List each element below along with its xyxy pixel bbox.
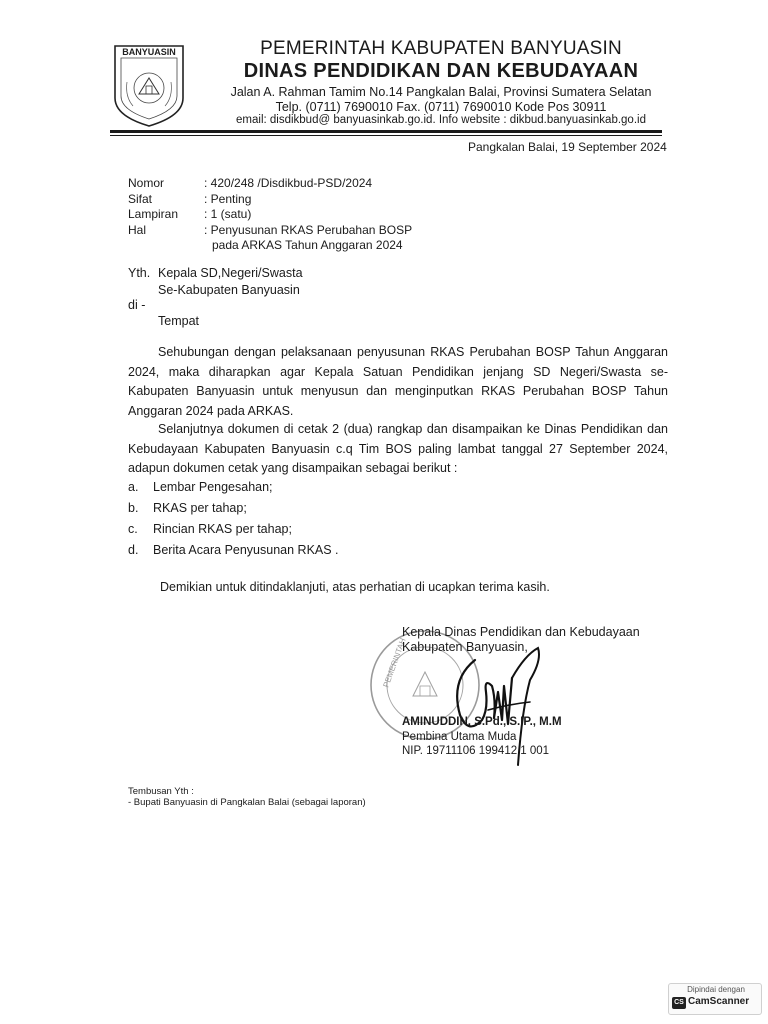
meta-label: Lampiran xyxy=(128,207,179,221)
meta-value: : 1 (satu) xyxy=(204,207,252,221)
meta-label: Nomor xyxy=(128,176,165,190)
signatory-nip: NIP. 19711106 199412 1 001 xyxy=(402,745,550,757)
meta-value: : 420/248 /Disdikbud-PSD/2024 xyxy=(204,176,373,190)
letterhead-rule-thick xyxy=(110,130,662,133)
camscanner-logo-icon: CS xyxy=(672,997,686,1009)
recipient-di: di - xyxy=(128,298,146,312)
recipient-line2: Se-Kabupaten Banyuasin xyxy=(158,283,300,297)
letterhead-rule-thin xyxy=(110,135,662,136)
list-marker: a. xyxy=(128,480,139,494)
tembusan-item: - Bupati Banyuasin di Pangkalan Balai (sebagai laporan) xyxy=(128,797,366,808)
letterhead-government: PEMERINTAH KABUPATEN BANYUASIN xyxy=(260,38,622,59)
recipient-tempat: Tempat xyxy=(158,314,199,328)
list-text: Lembar Pengesahan; xyxy=(153,480,273,494)
meta-value: : Penyusunan RKAS Perubahan BOSP xyxy=(204,222,413,237)
letter-date: Pangkalan Balai, 19 September 2024 xyxy=(468,140,667,154)
letterhead-address: Jalan A. Rahman Tamim No.14 Pangkalan Balai, Provinsi Sumatera Selatan xyxy=(230,85,652,99)
banyuasin-logo xyxy=(111,42,187,128)
logo-text: BANYUASIN xyxy=(122,47,176,57)
recipient-line1: Kepala SD,Negeri/Swasta xyxy=(158,266,303,280)
signatory-name: AMINUDDIN, S.Pd., S.IP., M.M xyxy=(402,716,562,728)
list-text: Rincian RKAS per tahap; xyxy=(153,522,292,536)
recipient-yth: Yth. xyxy=(128,266,151,280)
meta-value-cont: pada ARKAS Tahun Anggaran 2024 xyxy=(212,238,403,252)
list-marker: d. xyxy=(128,543,139,557)
paragraph-text: Sehubungan dengan pelaksanaan penyusunan RKAS Perubahan BOSP Tahun Anggaran 2024, maka diharapkan agar Kepala Satuan Pendidikan jenjang SD Negeri/Swasta se-Kabupaten Banyuasin untuk menyusun dan menginputkan RKAS Perubahan BOSP Tahun Anggaran 2024 pada ARKAS. xyxy=(128,345,668,418)
body-paragraph-1 xyxy=(128,343,668,421)
paragraph-text: Selanjutnya dokumen di cetak 2 (dua) rangkap dan disampaikan ke Dinas Pendidikan dan Kebudayaan Kabupaten Banyuasin c.q Tim BOS paling lambat tanggal 27 September 2024, adapun dokumen cetak yang disampaikan sebagai berikut : xyxy=(128,422,668,475)
camscanner-label: Dipindai dengan xyxy=(687,985,745,994)
letterhead-agency: DINAS PENDIDIKAN DAN KEBUDAYAAN xyxy=(243,60,639,82)
signatory-rank: Pembina Utama Muda xyxy=(402,731,517,743)
signatory-title-1: Kepala Dinas Pendidikan dan Kebudayaan xyxy=(402,625,640,639)
tembusan-heading: Tembusan Yth : xyxy=(128,786,194,797)
svg-text:PEMERINTAH: PEMERINTAH xyxy=(381,636,408,689)
meta-label: Sifat xyxy=(128,191,153,206)
camscanner-brand: CamScanner xyxy=(688,996,750,1007)
list-marker: b. xyxy=(128,501,139,515)
list-text: Berita Acara Penyusunan RKAS . xyxy=(153,543,339,557)
letterhead-contact: email: disdikbud@ banyuasinkab.go.id. Info website : dikbud.banyuasinkab.go.id xyxy=(236,114,646,126)
body-paragraph-2 xyxy=(128,420,668,479)
letterhead-phone: Telp. (0711) 7690010 Fax. (0711) 7690010 Kode Pos 30911 xyxy=(275,100,607,114)
list-text: RKAS per tahap; xyxy=(153,501,247,515)
meta-value: : Penting xyxy=(204,191,252,206)
closing-text: Demikian untuk ditindaklanjuti, atas perhatian di ucapkan terima kasih. xyxy=(160,580,550,594)
meta-label: Hal xyxy=(128,222,147,237)
list-marker: c. xyxy=(128,522,138,536)
signatory-title-2: Kabupaten Banyuasin, xyxy=(402,640,528,654)
